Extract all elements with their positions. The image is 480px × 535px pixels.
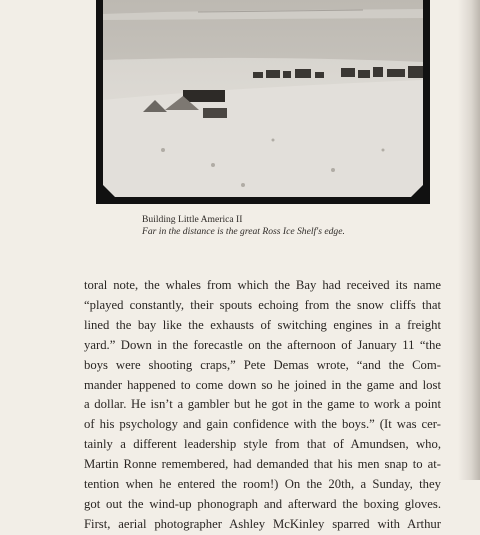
text-line: of his psychology and gain confidence with the boys.” (It was cer- xyxy=(84,417,441,432)
text-line: First, aerial photographer Ashley McKinley sparred with Arthur xyxy=(84,516,441,531)
text-line: mander happened to come down so he joined in the game and lost xyxy=(84,377,441,392)
text-line: a dollar. He isn’t a gambler but he got in the game to work a point xyxy=(84,397,441,412)
body-paragraph xyxy=(84,276,441,535)
text-line: boys were shooting craps,” Pete Demas wrote, “and the Com- xyxy=(84,357,441,372)
photograph-little-america xyxy=(103,0,423,197)
text-line: “played constantly, their spouts echoing from the snow cliffs that xyxy=(84,297,441,312)
page-edge-shadow xyxy=(458,0,480,480)
photo-caption xyxy=(142,214,442,238)
text-line: lined the bay like the exhausts of switching engines in a freight xyxy=(84,317,441,332)
photo-corner-mount xyxy=(103,185,115,197)
text-line: toral note, the whales from which the Bay had received its name xyxy=(84,278,441,292)
photo-frame xyxy=(96,0,430,204)
text-line: tainly a different leadership style from that of Amundsen, who, xyxy=(84,437,441,452)
snow-camp-photo xyxy=(103,0,423,197)
text-line: tention when he entered the room!) On the 20th, a Sunday, they xyxy=(84,477,441,492)
caption-description: Far in the distance is the great Ross Ice Shelf's edge. xyxy=(142,226,345,237)
text-line: got out the wind-up phonograph and afterward the boxing gloves. xyxy=(84,496,441,511)
text-line: Martin Ronne remembered, had demanded that his men snap to at- xyxy=(84,457,441,472)
photo-corner-mount xyxy=(411,185,423,197)
caption-title: Building Little America II xyxy=(142,214,243,225)
text-line: yard.” Down in the forecastle on the afternoon of January 11 “the xyxy=(84,337,441,352)
